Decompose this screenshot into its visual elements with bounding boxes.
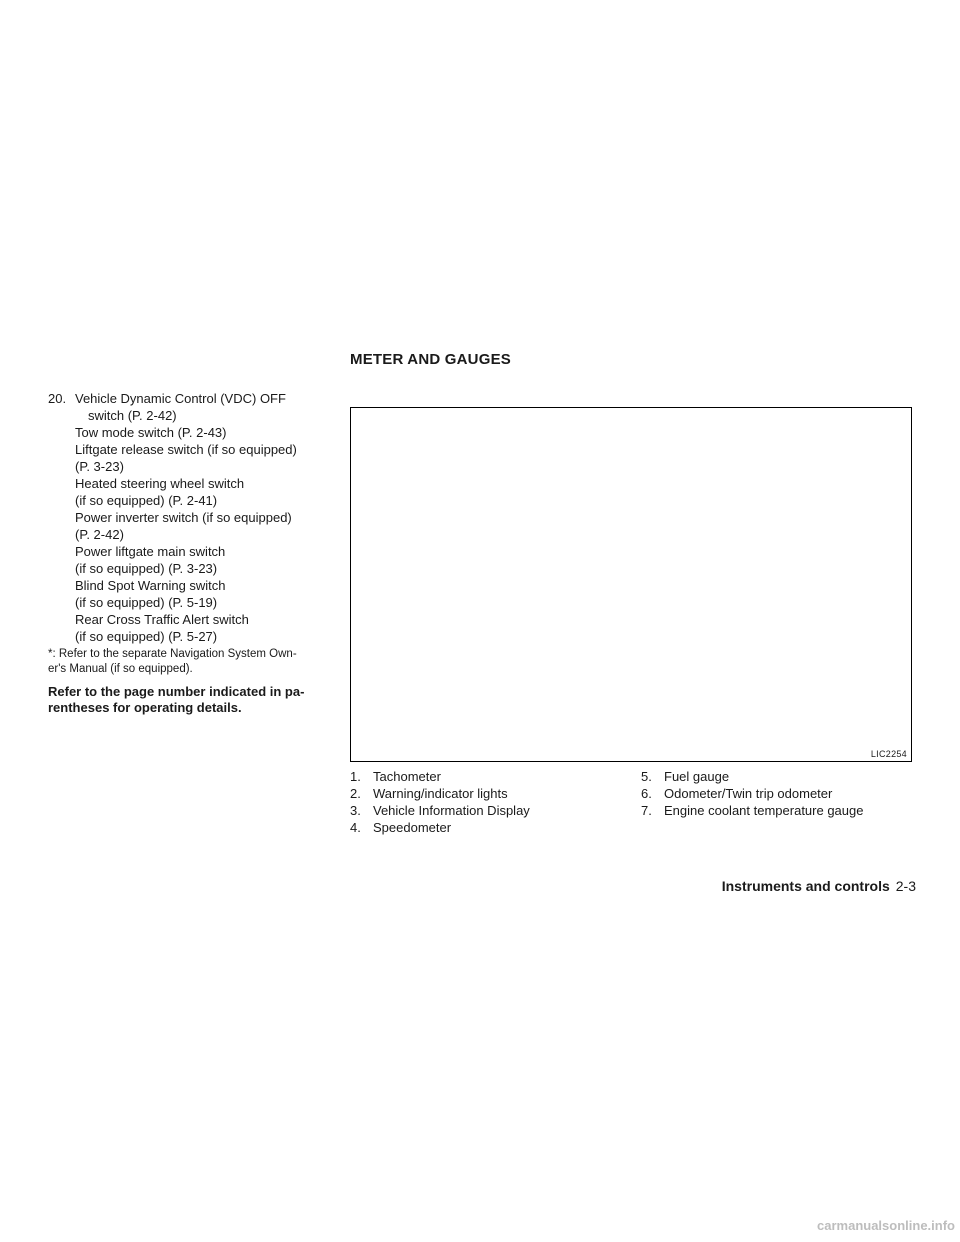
figure-legend-right (641, 768, 931, 819)
legend-label: Warning/indicator lights (373, 786, 508, 801)
figure-code: LIC2254 (870, 749, 907, 759)
legend-number: 2. (350, 786, 361, 801)
item-line: (P. 2-42) (75, 527, 124, 542)
note-line: Refer to the page number indicated in pa- (48, 684, 305, 699)
item-line: (if so equipped) (P. 2-41) (75, 493, 218, 508)
item-line: Vehicle Dynamic Control (VDC) OFF (75, 391, 286, 406)
legend-number: 7. (641, 803, 652, 818)
watermark: carmanualsonline.info (817, 1218, 955, 1233)
operating-note (48, 684, 338, 716)
page-footer (700, 878, 916, 894)
legend-item (350, 785, 630, 802)
legend-label: Fuel gauge (664, 769, 730, 784)
item-line: (if so equipped) (P. 5-19) (75, 595, 218, 610)
legend-item (350, 802, 630, 819)
list-item-20 (48, 390, 338, 645)
section-title: METER AND GAUGES (350, 351, 511, 368)
legend-item (350, 768, 630, 785)
item-number: 20. (48, 391, 67, 406)
item-line: Blind Spot Warning switch (75, 578, 226, 593)
control-list (48, 390, 338, 716)
meter-figure (350, 407, 912, 762)
item-lines (75, 390, 338, 645)
item-line: (if so equipped) (P. 3-23) (75, 561, 218, 576)
legend-item (350, 819, 630, 836)
note-line: rentheses for operating details. (48, 700, 242, 715)
legend-label: Vehicle Information Display (373, 803, 530, 818)
legend-number: 1. (350, 769, 361, 784)
legend-item (641, 768, 931, 785)
item-line: Power inverter switch (if so equipped) (75, 510, 292, 525)
legend-label: Engine coolant temperature gauge (664, 803, 864, 818)
item-line: Tow mode switch (P. 2-43) (75, 425, 227, 440)
legend-label: Odometer/Twin trip odometer (664, 786, 833, 801)
legend-item (641, 802, 931, 819)
footnote-line: er's Manual (if so equipped). (48, 662, 193, 675)
legend-number: 6. (641, 786, 652, 801)
footnote-line: *: Refer to the separate Navigation System Own- (48, 648, 297, 660)
item-line: switch (P. 2-42) (88, 408, 177, 423)
figure-legend-left (350, 768, 630, 836)
item-line: Heated steering wheel switch (75, 476, 245, 491)
footer-section-title: Instruments and controls (721, 878, 890, 894)
item-line: (P. 3-23) (75, 459, 124, 474)
legend-number: 3. (350, 803, 361, 818)
item-line: Liftgate release switch (if so equipped) (75, 442, 297, 457)
legend-label: Speedometer (373, 820, 452, 835)
page-number: 2-3 (895, 878, 916, 894)
item-line: (if so equipped) (P. 5-27) (75, 629, 218, 644)
item-line: Power liftgate main switch (75, 544, 226, 559)
legend-item (641, 785, 931, 802)
legend-number: 5. (641, 769, 652, 784)
item-line: Rear Cross Traffic Alert switch (75, 612, 249, 627)
legend-number: 4. (350, 820, 361, 835)
footnote (48, 647, 338, 676)
legend-label: Tachometer (373, 769, 441, 784)
